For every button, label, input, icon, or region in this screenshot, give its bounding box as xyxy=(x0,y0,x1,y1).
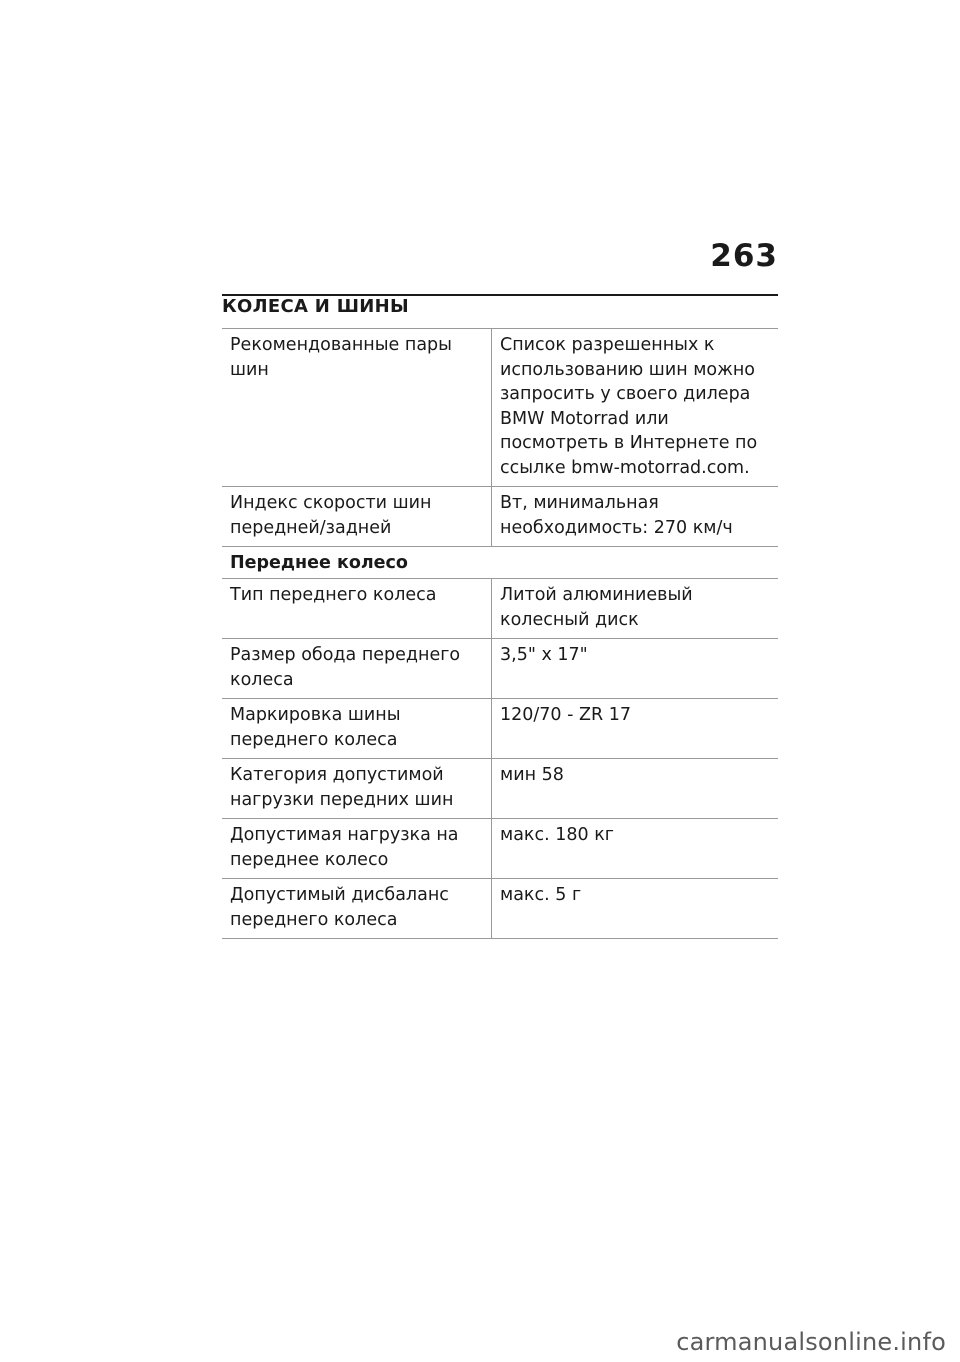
row-label: Тип переднего колеса xyxy=(222,579,492,638)
table-row xyxy=(222,329,778,487)
watermark: carmanualsonline.info xyxy=(676,1328,946,1356)
table-row xyxy=(222,639,778,699)
row-label: Маркировка шины переднего колеса xyxy=(222,699,492,758)
row-label: Индекс скорости шин передней/задней xyxy=(222,487,492,546)
row-label: Размер обода переднего колеса xyxy=(222,639,492,698)
table-row xyxy=(222,699,778,759)
row-value: 3,5" x 17" xyxy=(500,645,588,665)
row-label: Рекомендованные пары шин xyxy=(222,329,492,486)
row-label: Допустимый дисбаланс переднего колеса xyxy=(222,879,492,938)
subsection-title: Переднее колесо xyxy=(230,553,408,573)
row-value: макс. 5 г xyxy=(500,885,582,905)
section-title: КОЛЕСА И ШИНЫ xyxy=(222,296,409,317)
table-row xyxy=(222,879,778,939)
row-value: Список разрешенных к использованию шин можно запросить у своего дилера BMW Motorrad или посмотреть в Интернете по ссылке bmw-motorrad.com. xyxy=(500,335,758,478)
page-number: 263 xyxy=(710,238,778,274)
table-row xyxy=(222,759,778,819)
row-value: макс. 180 кг xyxy=(500,825,614,845)
subsection-row xyxy=(222,547,778,579)
table-row xyxy=(222,819,778,879)
row-label: Категория допустимой нагрузки передних шин xyxy=(222,759,492,818)
row-value: 120/70 - ZR 17 xyxy=(500,705,631,725)
spec-table xyxy=(222,328,778,939)
table-row xyxy=(222,579,778,639)
row-value: Вт, минимальная необходимость: 270 км/ч xyxy=(500,493,733,538)
table-row xyxy=(222,487,778,547)
row-label: Допустимая нагрузка на переднее колесо xyxy=(222,819,492,878)
row-value: мин 58 xyxy=(500,765,564,785)
row-value: Литой алюминиевый колесный диск xyxy=(500,585,693,630)
